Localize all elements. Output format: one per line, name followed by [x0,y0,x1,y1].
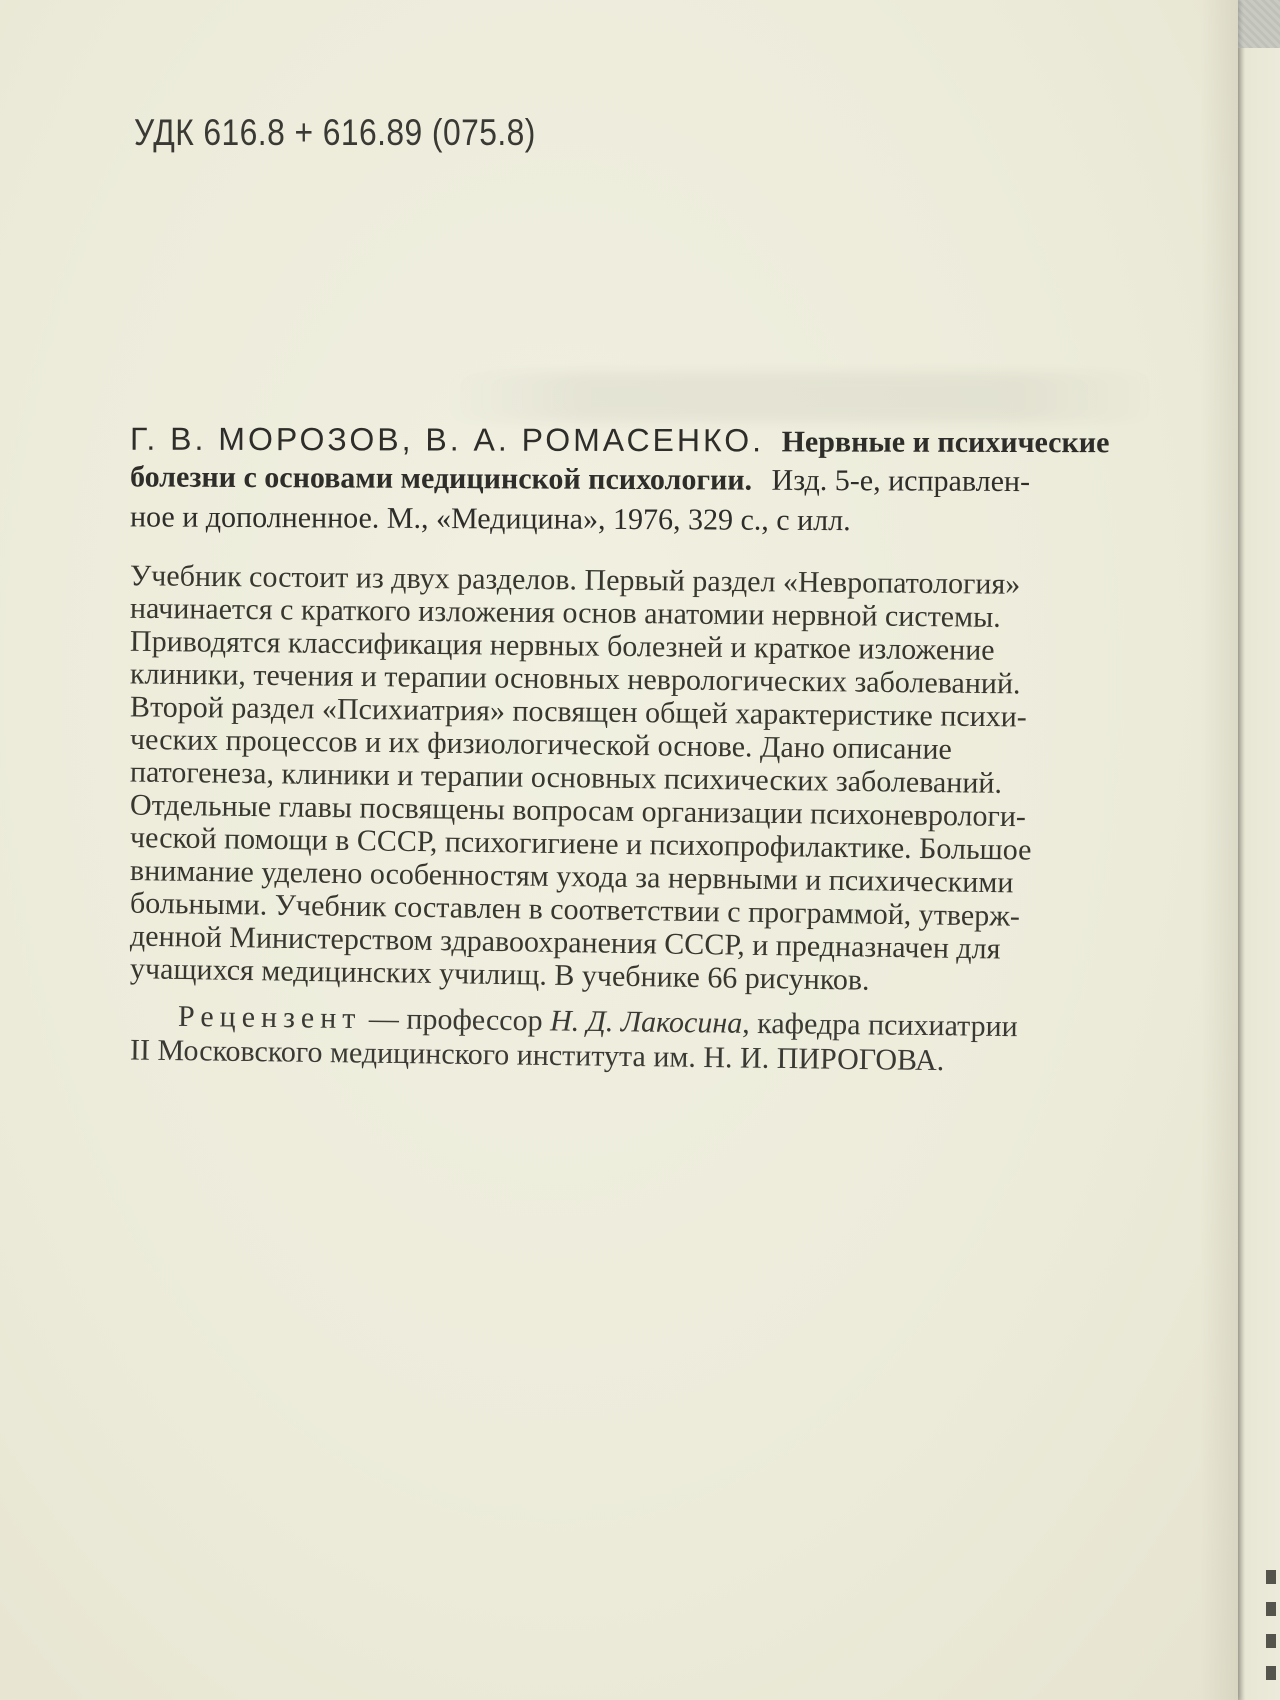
reviewer-label: Рецензент [177,999,362,1036]
abstract-line: Второй раздел «Психиатрия» посвящен общей характеристике психи- [129,690,1027,734]
abstract-line: внимание уделено особенностям ухода за нервными и психическими [129,854,1014,900]
abstract-line: Приводятся классификация нервных болезней и краткое изложение [129,624,995,667]
abstract-line: учащихся медицинских училищ. В учебнике 66 рисунков. [129,952,870,997]
abstract-line: ческой помощи в СССР, психогигиене и психопрофилактике. Большое [129,821,1032,867]
abstract-line: клиники, течения и терапии основных неврологических заболеваний. [129,657,1021,701]
authors: Г. В. МОРОЗОВ, В. А. РОМАСЕНКО. [129,420,765,459]
abstract-line: больными. Учебник составлен в соответствии с программой, утверж- [129,886,1021,933]
show-through-text [440,372,1160,422]
abstract-line: денной Министерством здравоохранения СССР, и предназначен для [129,919,1001,966]
reviewer-role: — профессор [361,1002,551,1038]
reviewer-name: Н. Д. Лакосина [549,1004,743,1040]
adjacent-page-edge [1238,48,1280,1700]
publication-info: ное и дополненное. М., «Медицина», 1976, 329 с., с илл. [129,500,851,538]
book-title-part1: Нервные и психические [781,425,1110,460]
book-title-part2: болезни с основами медицинской психологии. [129,460,753,497]
abstract-line: начинается с краткого изложения основ анатомии нервной системы. [129,591,1001,634]
abstract-line: патогенеза, клиники и терапии основных психических заболеваний. [129,755,1003,800]
page-gutter-shadow [1200,0,1238,1700]
edition-info: Изд. 5-е, исправлен- [771,463,1031,499]
adjacent-page-text-marks [1262,1570,1280,1700]
abstract-line: Учебник состоит из двух разделов. Первый раздел «Невропатология» [129,559,1021,601]
abstract-line: ческих процессов и их физиологической основе. Дано описание [129,722,953,766]
reviewer-department: , кафедра психиатрии [742,1006,1018,1044]
reviewer-institute: II Московского медицинского института им. Н. И. ПИРОГОВА. [129,1033,945,1078]
udk-code: УДК 616.8 + 616.89 (075.8) [134,112,536,153]
abstract-line: Отдельные главы посвящены вопросам организации психоневрологи- [129,788,1027,834]
